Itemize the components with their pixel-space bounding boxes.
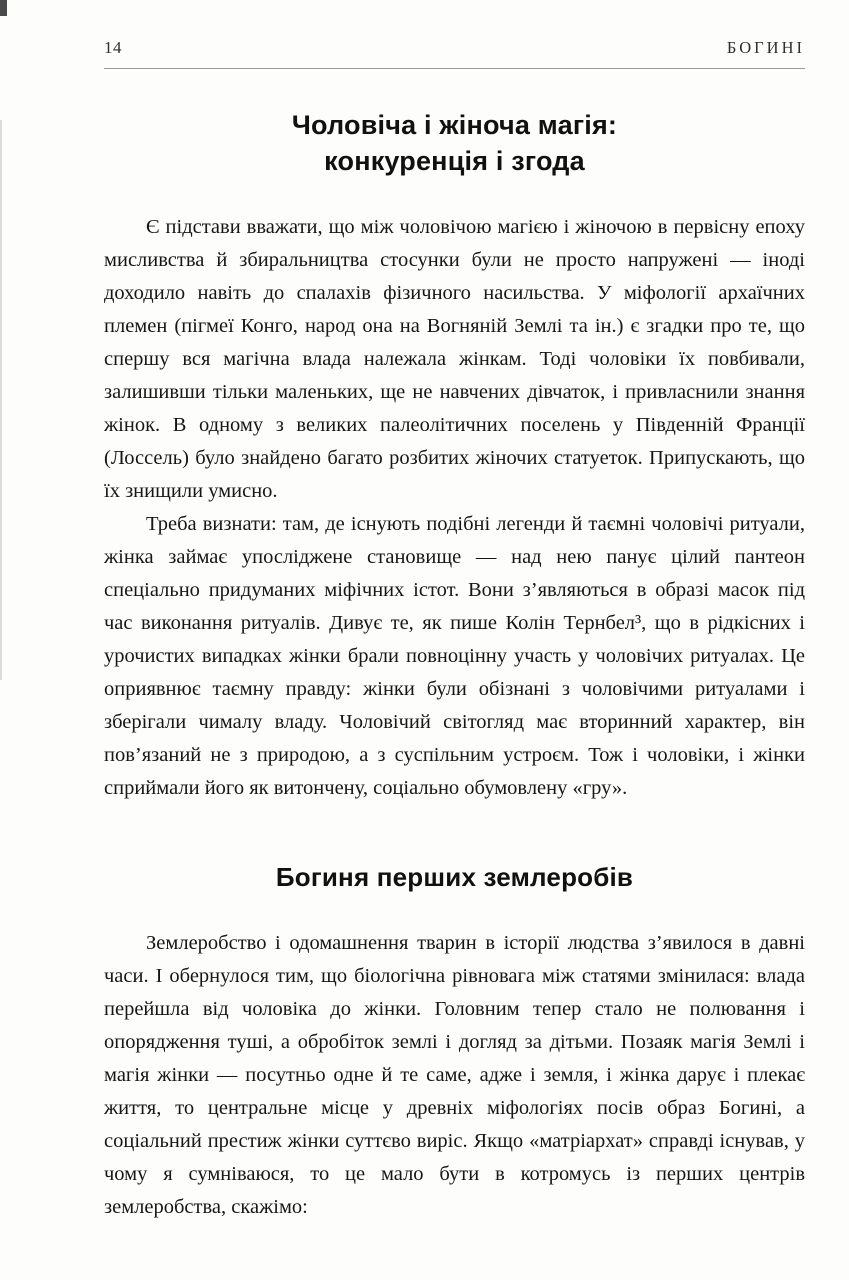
header-rule	[104, 68, 805, 69]
chapter-title-line1: Чоловіча і жіноча магія:	[291, 110, 618, 140]
chapter-paragraph-1: Є підстави вважати, що між чоловічою магією і жіночою в первісну епоху мисливства й збиральництва стосунки були не просто напружені — іноді доходило навіть до спалахів фізичного насильства. У міфології архаїчних племен (пігмеї Конго, народ она на Вогняній Землі та ін.) є згадки про те, що спершу вся магічна влада належала жінкам. Тоді чоловіки їх повбивали, залишивши тільки маленьких, ще не навчених дівчаток, і привласнили знання жінок. В одному з великих палеолітичних поселень у Південній Франції (Лоссель) було знайдено багато розбитих жіночих статуеток. Припускають, що їх знищили умисно.	[104, 216, 805, 503]
running-title: БОГИНІ	[726, 38, 805, 57]
scan-artifact-corner	[0, 0, 7, 16]
page-content	[104, 96, 805, 1224]
section-title: Богиня перших землеробів	[275, 862, 634, 893]
page-number: 14	[104, 38, 122, 57]
scan-artifact-edge	[0, 120, 2, 680]
chapter-title	[104, 108, 805, 179]
section-paragraph-1: Землеробство і одомашнення тварин в історії людства з’явилося в давні часи. І обернулося тим, що біологічна рівновага між статями змінилася: влада перейшла від чоловіка до жінки. Головним тепер стало не полювання і опорядження туші, а обробіток землі і догляд за дітьми. Позаяк магія Землі і магія жінки — посутньо одне й те саме, адже і земля, і жінка дарує і плекає життя, то центральне місце у древніх міфологіях посів образ Богині, а соціальний престиж жінки суттєво виріс. Якщо «матріархат» справді існував, у чому я сумніваюся, то це мало бути в котромусь із перших центрів землеробства, скажімо:	[104, 932, 805, 1219]
page-header	[104, 38, 805, 58]
chapter-paragraph-2: Треба визнати: там, де існують подібні легенди й таємні чоловічі ритуали, жінка займає упосліджене становище — над нею панує цілий пантеон спеціально придуманих міфічних істот. Вони з’являються в образі масок під час виконання ритуалів. Дивує те, як пише Колін Тернбел³, що в рідкісних і урочистих випадках жінки брали повноцінну участь у чоловічих ритуалах. Це оприявнює таємну правду: жінки були обізнані з чоловічими ритуалами і зберігали чималу владу. Чоловічий світогляд має вторинний характер, він пов’язаний не з природою, а з суспільним устроєм. Тож і чоловіки, і жінки сприймали його як витончену, соціально обумовлену «гру».	[104, 513, 805, 800]
chapter-title-line2: конкуренція і згода	[324, 145, 585, 176]
